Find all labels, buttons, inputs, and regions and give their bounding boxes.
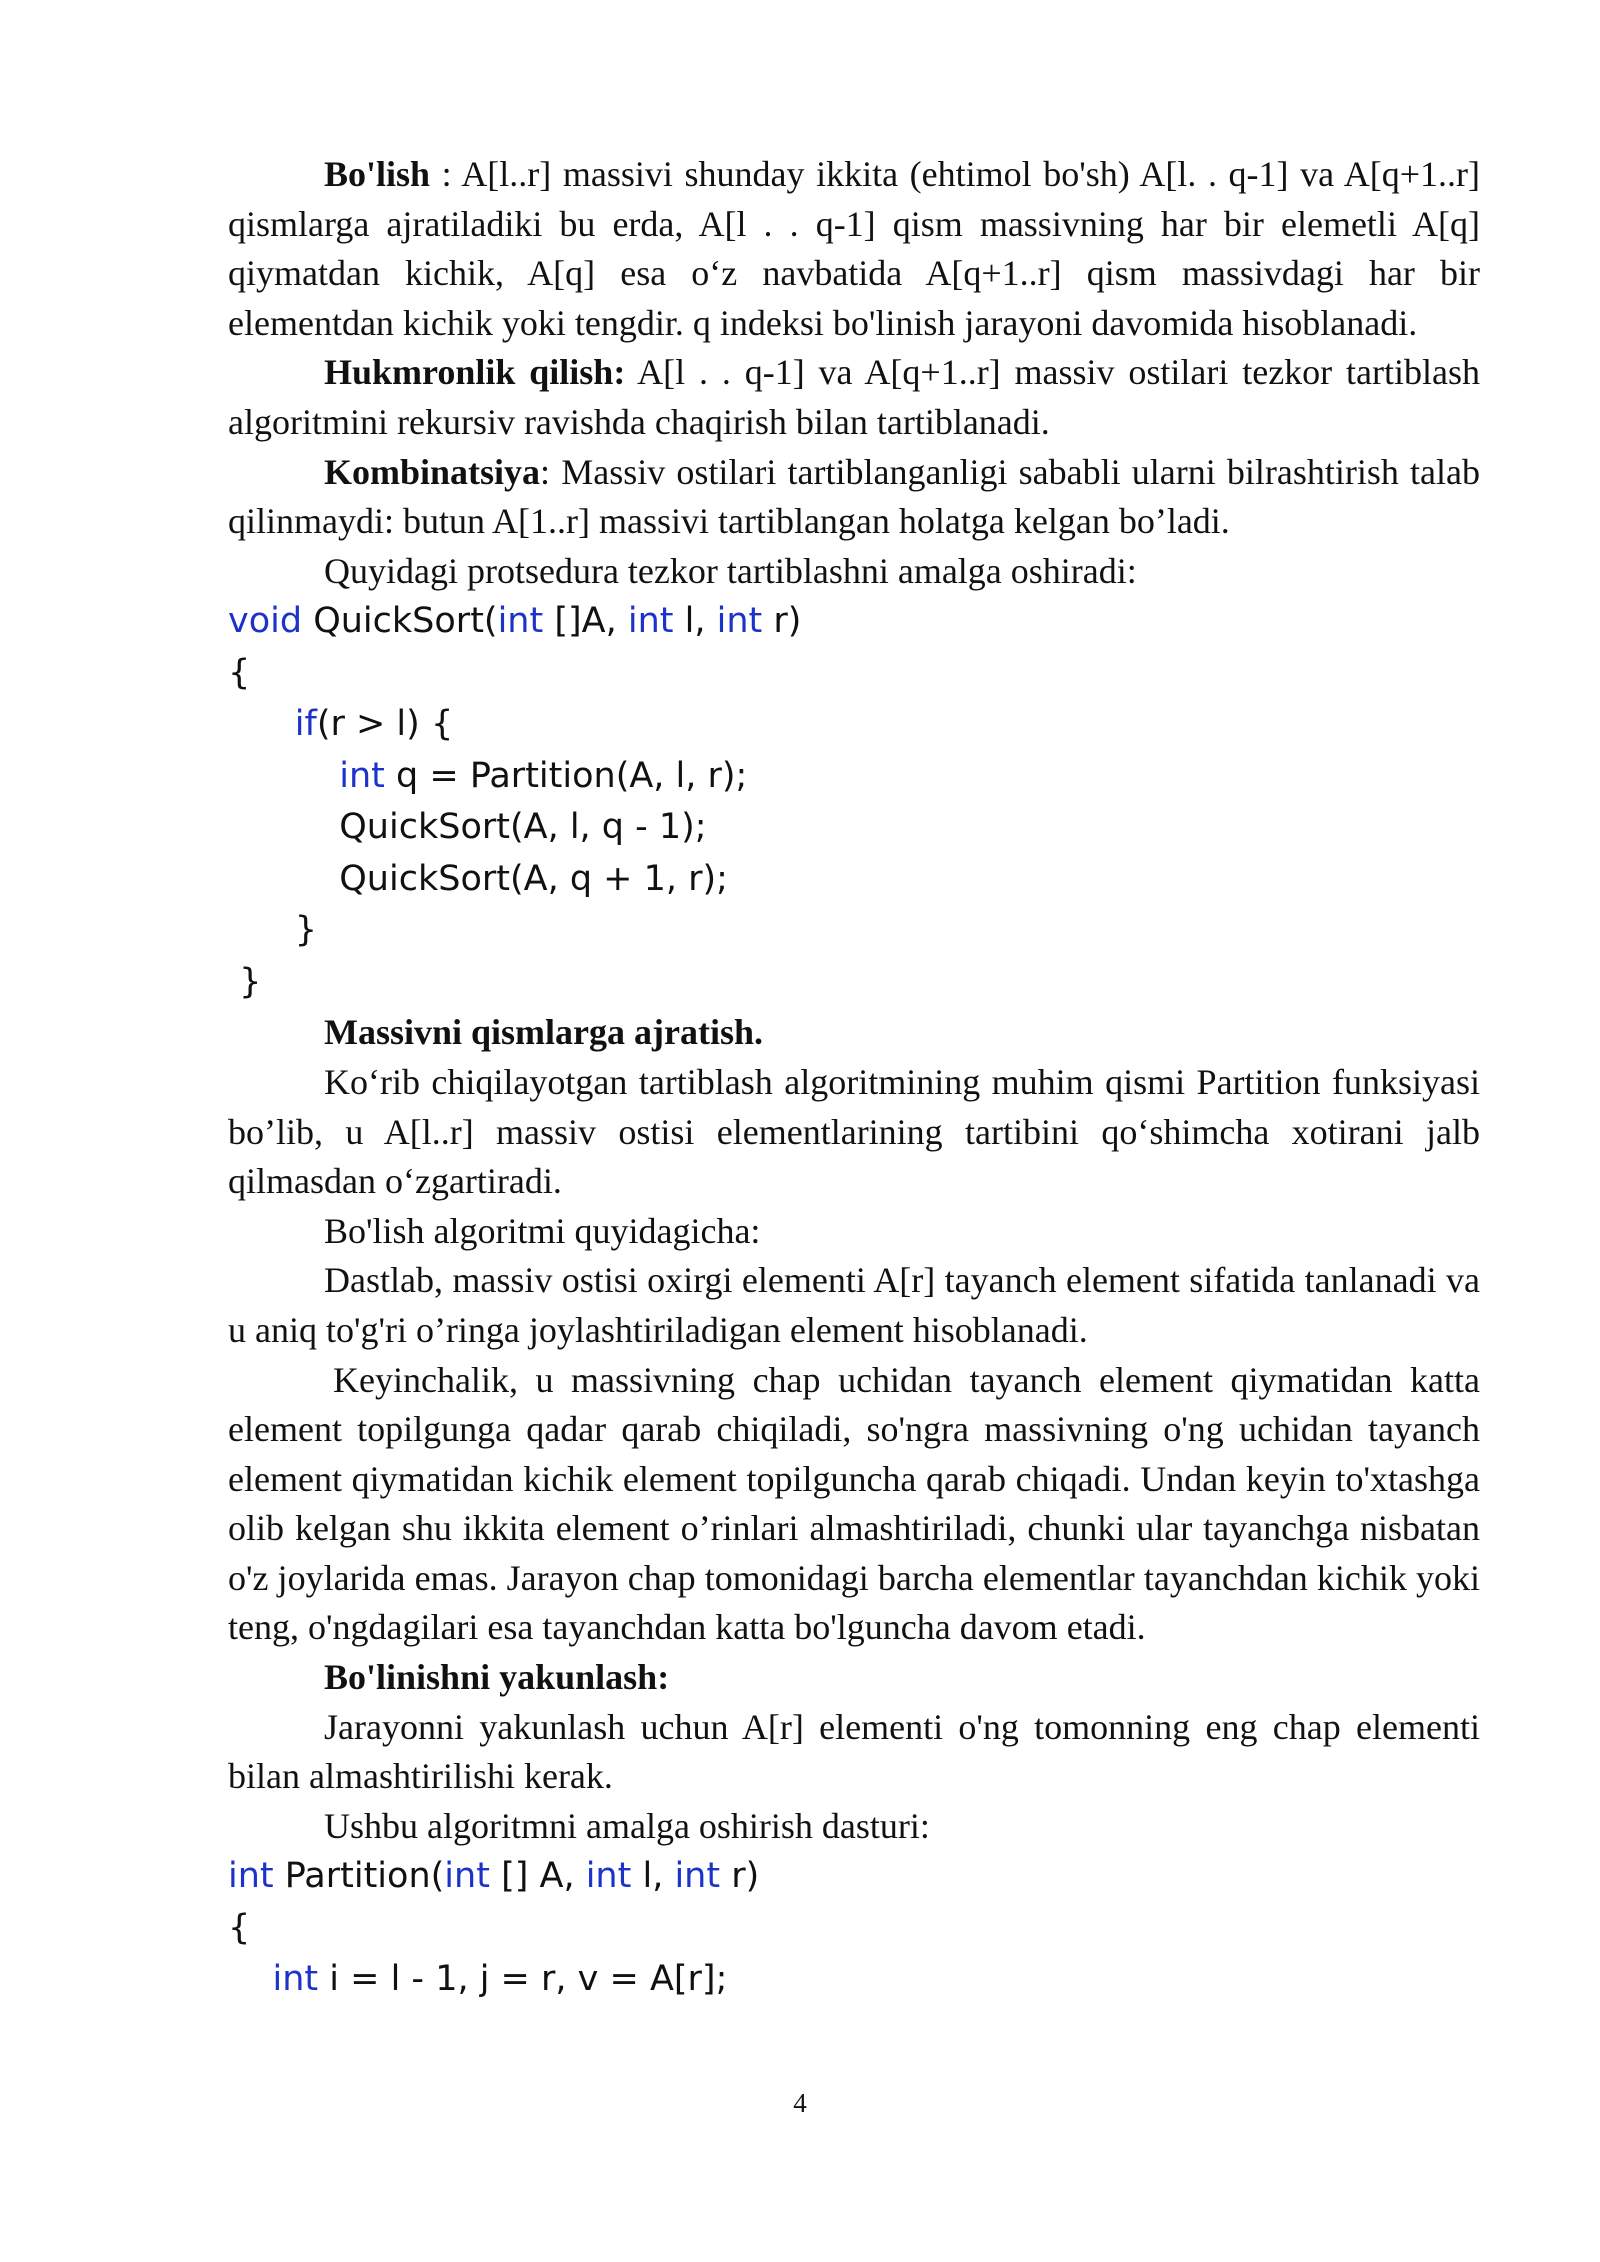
code-line [228,751,1480,803]
code-keyword: if [294,704,317,745]
page-number: 4 [793,2088,807,2118]
paragraph-algorithm-intro: Bo'lish algoritmi quyidagicha: [324,1210,761,1251]
paragraph-kombinatsiya [228,448,1480,547]
paragraph-finish: Jarayonni yakunlash uchun A[r] elementi o'ng tomonning eng chap elementi bilan almashtirilishi kerak. [228,1706,1480,1797]
code-keyword: int [339,755,385,796]
code-indent [228,756,339,796]
code-block-partition [228,1851,1480,2006]
paragraph-hukmronlik [228,348,1480,447]
paragraph-program-intro: Ushbu algoritmni amalga oshirish dasturi: [324,1805,930,1846]
code-text: q = Partition(A, l, r); [384,755,748,796]
code-line [228,1851,1480,1903]
code-text: (r > l) { [316,704,454,745]
code-keyword: int [716,601,763,642]
code-text: l, [631,1856,675,1897]
code-keyword: int [627,601,674,642]
code-text: Partition( [273,1856,445,1897]
text-bolish: : A[l..r] massivi shunday ikkita (ehtimol bo'sh) A[l. . q-1] va A[q+1..r] qismlarga ajratiladiki bu erda, A[l . . q-1] qism massivning har bir elemetli A[q] qiymatdan kichik, A[q] esa o‘z navbatida A[q+1..r] qism massivdagi har bir elementdan kichik yoki tengdir. q indeksi bo'linish jarayoni davomida hisoblanadi. [228,154,1480,343]
paragraph-procedure-intro: Quyidagi protsedura tezkor tartiblashni amalga oshiradi: [324,550,1137,591]
code-line: { [228,1907,251,1948]
code-keyword: int [228,1856,274,1897]
code-keyword: void [228,601,303,642]
term-bolish: Bo'lish [324,154,431,194]
code-text: i = l - 1, j = r, v = A[r]; [318,1959,728,2000]
code-line [228,596,1480,648]
code-line: QuickSort(A, l, q - 1); [228,807,707,848]
term-kombinatsiya: Kombinatsiya [324,451,541,492]
code-text: r) [762,601,802,642]
paragraph-partition-desc: Ko‘rib chiqilayotgan tartiblash algoritmining muhim qismi Partition funksiyasi bo’lib, u A[l..r] massiv ostisi elementlarining tartibini qo‘shimcha xotirani jalb qilmasdan o‘zgartiradi. [228,1061,1480,1202]
term-hukmronlik: Hukmronlik qilish: [324,352,626,393]
heading-partition: Massivni qismlarga ajratish. [324,1012,764,1053]
code-line: QuickSort(A, q + 1, r); [228,858,728,899]
code-line: } [228,910,318,951]
code-keyword: int [674,1856,721,1897]
code-line: } [228,961,262,1002]
page-content [228,150,1480,2006]
code-line: { [228,652,251,693]
paragraph-bolish [228,150,1480,348]
code-block-quicksort [228,596,1480,1008]
code-indent [228,1959,273,1999]
code-indent [228,704,295,744]
code-line [228,699,1480,751]
code-text: QuickSort( [302,601,498,642]
paragraph-scan: Keyinchalik, u massivning chap uchidan tayanch element qiymatidan katta element topilgunga qadar qarab chiqiladi, so'ngra massivning o'ng uchidan tayanch element qiymatidan kichik element topilguncha qarab chiqadi. Undan keyin to'xtashga olib kelgan shu ikkita element o’rinlari almashtiriladi, chunki ular tayanchga nisbatan o'z joylarida emas. Jarayon chap tomonidagi barcha elementlar tayanchdan kichik yoki teng, o'ngdagilari esa tayanchdan katta bo'lguncha davom etadi. [228,1359,1480,1648]
code-keyword: int [497,601,544,642]
text-kombinatsiya: : Massiv ostilari tartiblanganligi sababli ularni bilrashtirish talab qilinmaydi: butun A[1..r] massivi tartiblangan holatga kelgan bo’ladi. [228,451,1480,542]
code-text: r) [720,1856,760,1897]
code-keyword: int [585,1856,632,1897]
code-keyword: int [444,1856,490,1897]
text-hukmronlik: A[l . . q-1] va A[q+1..r] massiv ostilari tezkor tartiblash algoritmini rekursiv ravishda chaqirish bilan tartiblanadi. [228,352,1480,442]
heading-finish: Bo'linishni yakunlash: [324,1657,670,1698]
code-text: []A, [543,601,628,642]
code-text: l, [673,601,717,642]
paragraph-pivot: Dastlab, massiv ostisi oxirgi elementi A[r] tayanch element sifatida tanlanadi va u aniq to'g'ri o’ringa joylashtiriladigan element hisoblanadi. [228,1260,1480,1350]
code-keyword: int [272,1959,319,2000]
code-text: [] A, [489,1856,586,1897]
code-line [228,1954,1480,2006]
